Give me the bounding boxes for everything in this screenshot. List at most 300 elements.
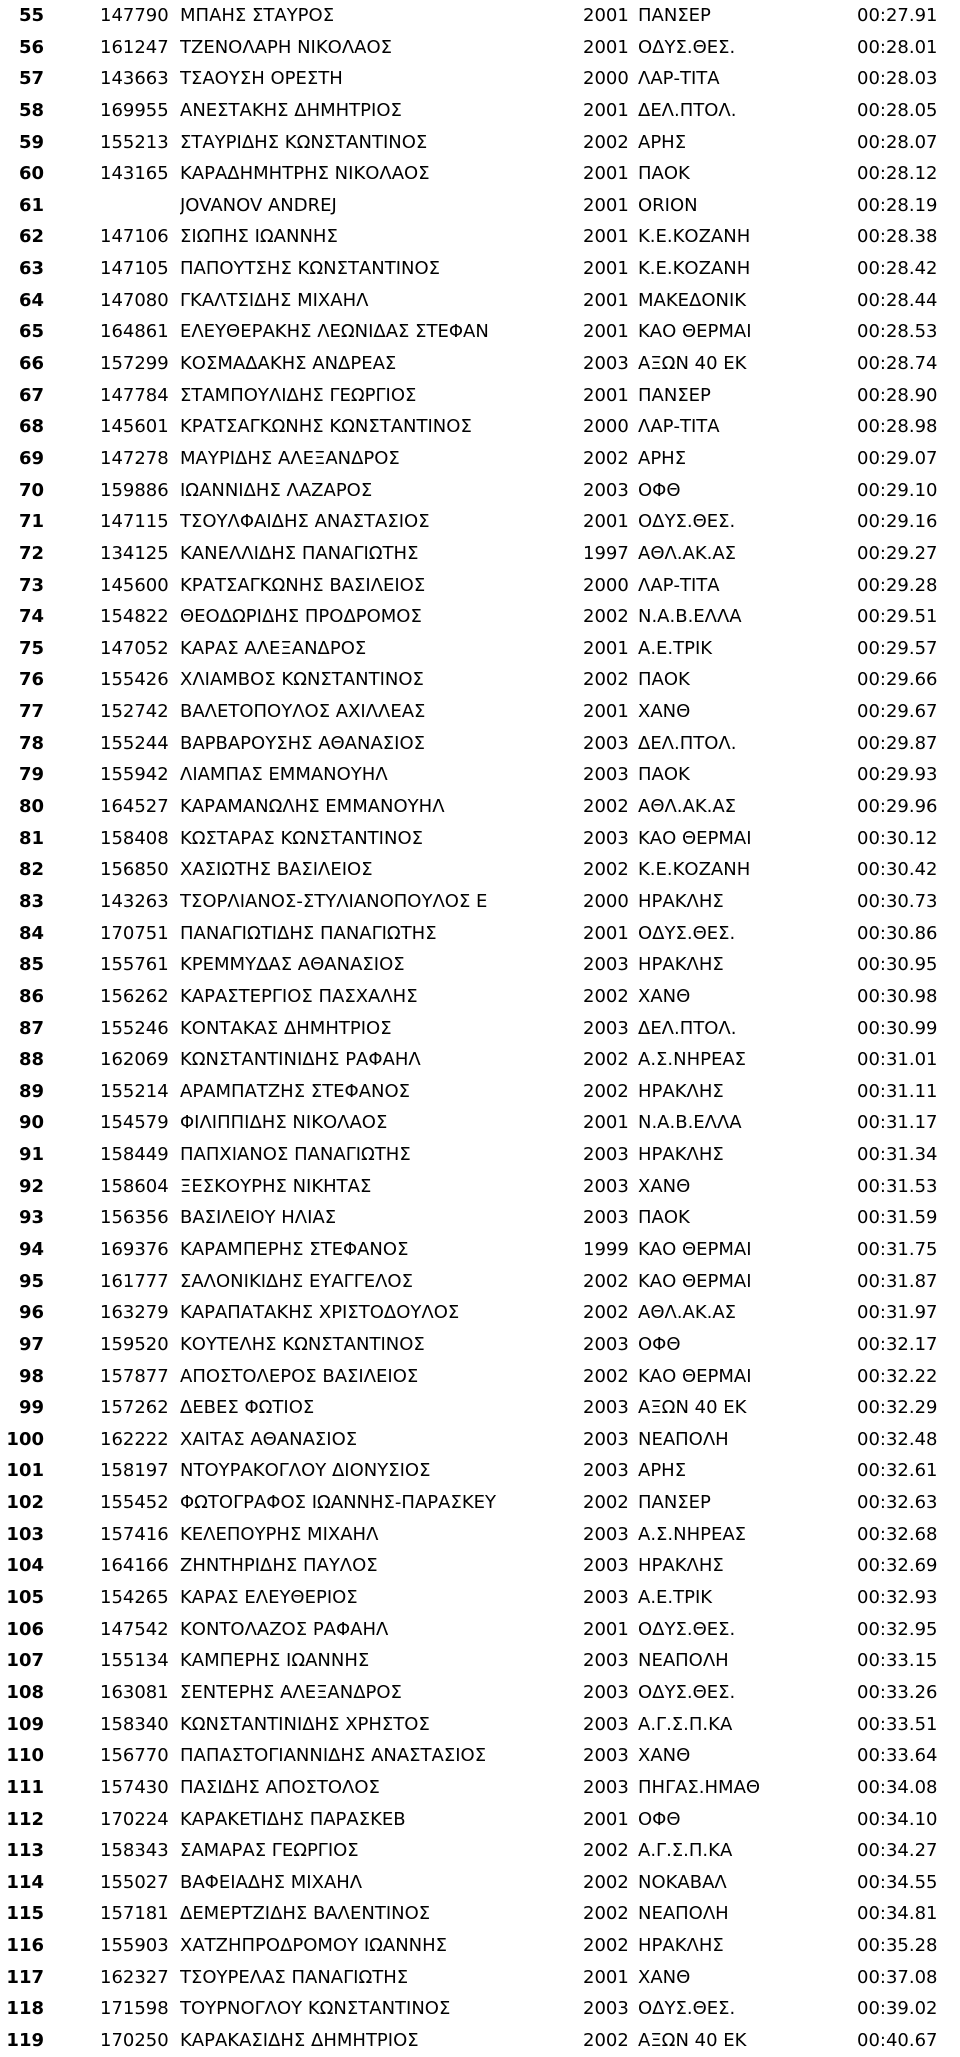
birth-year-cell: 2001	[583, 922, 629, 944]
athlete-id-cell: 158340	[100, 1713, 169, 1735]
athlete-id-cell: 157877	[100, 1365, 169, 1387]
birth-year-cell: 2001	[583, 1112, 629, 1134]
time-cell: 00:31.53	[857, 1175, 938, 1197]
athlete-id-cell: 169955	[100, 99, 169, 121]
athlete-name-cell: ΚΑΡΑΔΗΜΗΤΡΗΣ ΝΙΚΟΛΑΟΣ	[180, 163, 430, 185]
club-cell: ΔΕΛ.ΠΤΟΛ.	[638, 1017, 737, 1039]
rank-cell: 106	[6, 1618, 44, 1640]
table-row	[0, 1709, 960, 1741]
athlete-name-cell: ΙΩΑΝΝΙΔΗΣ ΛΑΖΑΡΟΣ	[180, 479, 373, 501]
club-cell: ΚΑΟ ΘΕΡΜΑΙ	[638, 1365, 752, 1387]
athlete-name-cell: ΚΩΝΣΤΑΝΤΙΝΙΔΗΣ ΡΑΦΑΗΛ	[180, 1049, 421, 1071]
birth-year-cell: 2001	[583, 511, 629, 533]
time-cell: 00:35.28	[857, 1935, 938, 1957]
club-cell: ΝΕΑΠΟΛΗ	[638, 1650, 729, 1672]
time-cell: 00:31.97	[857, 1302, 938, 1324]
athlete-id-cell: 154579	[100, 1112, 169, 1134]
time-cell: 00:28.07	[857, 131, 938, 153]
athlete-id-cell: 158197	[100, 1460, 169, 1482]
table-row	[0, 1772, 960, 1804]
table-row	[0, 127, 960, 159]
birth-year-cell: 2003	[583, 1555, 629, 1577]
table-row	[0, 633, 960, 665]
table-row	[0, 1740, 960, 1772]
athlete-name-cell: ΣΑΜΑΡΑΣ ΓΕΩΡΓΙΟΣ	[180, 1840, 359, 1862]
time-cell: 00:29.96	[857, 796, 938, 818]
club-cell: ΛΑΡ-ΤΙΤΑ	[638, 574, 720, 596]
table-row	[0, 981, 960, 1013]
birth-year-cell: 2002	[583, 606, 629, 628]
athlete-id-cell: 155761	[100, 954, 169, 976]
club-cell: ΟΦΘ	[638, 1333, 681, 1355]
athlete-name-cell: ΤΖΕΝΟΛΑΡΗ ΝΙΚΟΛΑΟΣ	[180, 36, 392, 58]
table-row	[0, 1962, 960, 1994]
time-cell: 00:30.99	[857, 1017, 938, 1039]
athlete-id-cell: 155134	[100, 1650, 169, 1672]
athlete-name-cell: ΦΙΛΙΠΠΙΔΗΣ ΝΙΚΟΛΑΟΣ	[180, 1112, 388, 1134]
rank-cell: 71	[18, 511, 44, 533]
table-row	[0, 443, 960, 475]
rank-cell: 73	[18, 574, 44, 596]
time-cell: 00:29.87	[857, 732, 938, 754]
rank-cell: 60	[18, 163, 44, 185]
table-row	[0, 380, 960, 412]
athlete-id-cell: 158604	[100, 1175, 169, 1197]
athlete-id-cell: 164527	[100, 796, 169, 818]
time-cell: 00:28.53	[857, 321, 938, 343]
rank-cell: 91	[18, 1144, 44, 1166]
time-cell: 00:28.90	[857, 384, 938, 406]
rank-cell: 87	[18, 1017, 44, 1039]
time-cell: 00:28.44	[857, 289, 938, 311]
athlete-id-cell: 155452	[100, 1492, 169, 1514]
athlete-name-cell: ΧΑΙΤΑΣ ΑΘΑΝΑΣΙΟΣ	[180, 1428, 358, 1450]
club-cell: ΧΑΝΘ	[638, 1966, 691, 1988]
athlete-id-cell: 143165	[100, 163, 169, 185]
time-cell: 00:32.29	[857, 1397, 938, 1419]
club-cell: ΗΡΑΚΛΗΣ	[638, 890, 724, 912]
rank-cell: 70	[18, 479, 44, 501]
club-cell: Κ.Ε.ΚΟΖΑΝΗ	[638, 258, 751, 280]
club-cell: ΟΔΥΣ.ΘΕΣ.	[638, 36, 736, 58]
birth-year-cell: 2001	[583, 1966, 629, 1988]
athlete-name-cell: ΔΕΜΕΡΤΖΙΔΗΣ ΒΑΛΕΝΤΙΝΟΣ	[180, 1903, 431, 1925]
table-row	[0, 949, 960, 981]
time-cell: 00:29.28	[857, 574, 938, 596]
time-cell: 00:31.59	[857, 1207, 938, 1229]
birth-year-cell: 2003	[583, 1998, 629, 2020]
time-cell: 00:28.12	[857, 163, 938, 185]
club-cell: Α.Σ.ΝΗΡΕΑΣ	[638, 1523, 747, 1545]
athlete-id-cell: 147278	[100, 447, 169, 469]
athlete-id-cell: 161247	[100, 36, 169, 58]
athlete-name-cell: ΣΙΩΠΗΣ ΙΩΑΝΝΗΣ	[180, 226, 338, 248]
club-cell: ΜΑΚΕΔΟΝΙΚ	[638, 289, 747, 311]
rank-cell: 68	[18, 416, 44, 438]
athlete-name-cell: ΚΩΣΤΑΡΑΣ ΚΩΝΣΤΑΝΤΙΝΟΣ	[180, 827, 423, 849]
club-cell: ΟΔΥΣ.ΘΕΣ.	[638, 511, 736, 533]
rank-cell: 61	[18, 194, 44, 216]
athlete-name-cell: ΧΛΙΑΜΒΟΣ ΚΩΝΣΤΑΝΤΙΝΟΣ	[180, 669, 424, 691]
club-cell: ΔΕΛ.ΠΤΟΛ.	[638, 732, 737, 754]
athlete-id-cell: 154265	[100, 1587, 169, 1609]
athlete-name-cell: ΤΣΟΥΛΦΑΙΔΗΣ ΑΝΑΣΤΑΣΙΟΣ	[180, 511, 430, 533]
time-cell: 00:31.11	[857, 1080, 938, 1102]
birth-year-cell: 2003	[583, 1745, 629, 1767]
club-cell: ΟΔΥΣ.ΘΕΣ.	[638, 922, 736, 944]
time-cell: 00:29.66	[857, 669, 938, 691]
athlete-name-cell: ΚΑΡΑΜΑΝΩΛΗΣ ΕΜΜΑΝΟΥΗΛ	[180, 796, 445, 818]
athlete-id-cell: 157299	[100, 353, 169, 375]
athlete-name-cell: ΠΑΠΧΙΑΝΟΣ ΠΑΝΑΓΙΩΤΗΣ	[180, 1144, 411, 1166]
table-row	[0, 1804, 960, 1836]
table-row	[0, 158, 960, 190]
rank-cell: 79	[18, 764, 44, 786]
time-cell: 00:28.19	[857, 194, 938, 216]
rank-cell: 75	[18, 637, 44, 659]
club-cell: Ν.Α.Β.ΕΛΛΑ	[638, 1112, 742, 1134]
birth-year-cell: 2003	[583, 1713, 629, 1735]
table-row	[0, 1329, 960, 1361]
athlete-name-cell: ΧΑΣΙΩΤΗΣ ΒΑΣΙΛΕΙΟΣ	[180, 859, 373, 881]
birth-year-cell: 2003	[583, 1650, 629, 1672]
table-row	[0, 32, 960, 64]
table-row	[0, 1519, 960, 1551]
birth-year-cell: 2002	[583, 669, 629, 691]
birth-year-cell: 2003	[583, 1776, 629, 1798]
rank-cell: 115	[6, 1903, 44, 1925]
birth-year-cell: 2001	[583, 321, 629, 343]
athlete-name-cell: ΤΣΟΡΛΙΑΝΟΣ-ΣΤΥΛΙΑΝΟΠΟΥΛΟΣ Ε	[180, 890, 488, 912]
club-cell: ΑΞΩΝ 40 ΕΚ	[638, 2030, 747, 2051]
birth-year-cell: 2003	[583, 827, 629, 849]
table-row	[0, 1171, 960, 1203]
table-row	[0, 221, 960, 253]
athlete-name-cell: ΣΤΑΜΠΟΥΛΙΔΗΣ ΓΕΩΡΓΙΟΣ	[180, 384, 417, 406]
time-cell: 00:34.27	[857, 1840, 938, 1862]
birth-year-cell: 2001	[583, 36, 629, 58]
club-cell: Α.Ε.ΤΡΙΚ	[638, 1587, 713, 1609]
birth-year-cell: 2003	[583, 1460, 629, 1482]
rank-cell: 67	[18, 384, 44, 406]
athlete-id-cell: 156770	[100, 1745, 169, 1767]
rank-cell: 119	[6, 2030, 44, 2051]
club-cell: ΟΔΥΣ.ΘΕΣ.	[638, 1998, 736, 2020]
time-cell: 00:32.17	[857, 1333, 938, 1355]
club-cell: ΠΑΟΚ	[638, 669, 690, 691]
time-cell: 00:32.22	[857, 1365, 938, 1387]
time-cell: 00:34.08	[857, 1776, 938, 1798]
athlete-id-cell: 147542	[100, 1618, 169, 1640]
rank-cell: 90	[18, 1112, 44, 1134]
table-row	[0, 1930, 960, 1962]
club-cell: ΠΑΝΣΕΡ	[638, 1492, 711, 1514]
table-row	[0, 1361, 960, 1393]
club-cell: ΧΑΝΘ	[638, 985, 691, 1007]
time-cell: 00:28.42	[857, 258, 938, 280]
rank-cell: 62	[18, 226, 44, 248]
club-cell: ΝΕΑΠΟΛΗ	[638, 1903, 729, 1925]
birth-year-cell: 2002	[583, 1080, 629, 1102]
athlete-name-cell: ΠΑΝΑΓΙΩΤΙΔΗΣ ΠΑΝΑΓΙΩΤΗΣ	[180, 922, 437, 944]
club-cell: ΚΑΟ ΘΕΡΜΑΙ	[638, 827, 752, 849]
birth-year-cell: 2001	[583, 1808, 629, 1830]
time-cell: 00:33.64	[857, 1745, 938, 1767]
club-cell: Κ.Ε.ΚΟΖΑΝΗ	[638, 226, 751, 248]
athlete-id-cell: 155244	[100, 732, 169, 754]
table-row	[0, 2025, 960, 2057]
time-cell: 00:31.17	[857, 1112, 938, 1134]
club-cell: ΑΞΩΝ 40 ΕΚ	[638, 353, 747, 375]
time-cell: 00:30.12	[857, 827, 938, 849]
athlete-name-cell: ΚΑΡΑΣ ΕΛΕΥΘΕΡΙΟΣ	[180, 1587, 358, 1609]
athlete-id-cell: 155214	[100, 1080, 169, 1102]
birth-year-cell: 2003	[583, 1428, 629, 1450]
time-cell: 00:28.98	[857, 416, 938, 438]
athlete-name-cell: ΞΕΣΚΟΥΡΗΣ ΝΙΚΗΤΑΣ	[180, 1175, 372, 1197]
athlete-name-cell: ΚΑΡΑΠΑΤΑΚΗΣ ΧΡΙΣΤΟΔΟΥΛΟΣ	[180, 1302, 460, 1324]
table-row	[0, 1582, 960, 1614]
birth-year-cell: 2002	[583, 1840, 629, 1862]
club-cell: ΚΑΟ ΘΕΡΜΑΙ	[638, 1238, 752, 1260]
athlete-name-cell: ΝΤΟΥΡΑΚΟΓΛΟΥ ΔΙΟΝΥΣΙΟΣ	[180, 1460, 431, 1482]
athlete-name-cell: ΚΕΛΕΠΟΥΡΗΣ ΜΙΧΑΗΛ	[180, 1523, 379, 1545]
athlete-id-cell: 147105	[100, 258, 169, 280]
athlete-id-cell: 157181	[100, 1903, 169, 1925]
table-row	[0, 475, 960, 507]
athlete-name-cell: ΛΙΑΜΠΑΣ ΕΜΜΑΝΟΥΗΛ	[180, 764, 388, 786]
birth-year-cell: 2002	[583, 447, 629, 469]
table-row	[0, 886, 960, 918]
athlete-name-cell: ΦΩΤΟΓΡΑΦΟΣ ΙΩΑΝΝΗΣ-ΠΑΡΑΣΚΕΥ	[180, 1492, 496, 1514]
athlete-id-cell: 147080	[100, 289, 169, 311]
table-row	[0, 1076, 960, 1108]
birth-year-cell: 2000	[583, 68, 629, 90]
birth-year-cell: 2001	[583, 226, 629, 248]
athlete-id-cell: 158408	[100, 827, 169, 849]
rank-cell: 107	[6, 1650, 44, 1672]
table-row	[0, 1835, 960, 1867]
rank-cell: 112	[6, 1808, 44, 1830]
club-cell: ΗΡΑΚΛΗΣ	[638, 1080, 724, 1102]
athlete-name-cell: ΚΟΥΤΕΛΗΣ ΚΩΝΣΤΑΝΤΙΝΟΣ	[180, 1333, 425, 1355]
birth-year-cell: 2002	[583, 1270, 629, 1292]
athlete-name-cell: ΑΡΑΜΠΑΤΖΗΣ ΣΤΕΦΑΝΟΣ	[180, 1080, 411, 1102]
birth-year-cell: 2003	[583, 1175, 629, 1197]
table-row	[0, 0, 960, 32]
athlete-name-cell: ΒΑΦΕΙΑΔΗΣ ΜΙΧΑΗΛ	[180, 1871, 363, 1893]
athlete-id-cell: 155903	[100, 1935, 169, 1957]
rank-cell: 108	[6, 1681, 44, 1703]
club-cell: ΟΔΥΣ.ΘΕΣ.	[638, 1681, 736, 1703]
table-row	[0, 1487, 960, 1519]
athlete-name-cell: ΜΠΑΗΣ ΣΤΑΥΡΟΣ	[180, 5, 335, 26]
rank-cell: 103	[6, 1523, 44, 1545]
time-cell: 00:34.10	[857, 1808, 938, 1830]
time-cell: 00:28.03	[857, 68, 938, 90]
rank-cell: 85	[18, 954, 44, 976]
club-cell: ΠΑΟΚ	[638, 163, 690, 185]
club-cell: ΗΡΑΚΛΗΣ	[638, 1144, 724, 1166]
birth-year-cell: 2002	[583, 1935, 629, 1957]
club-cell: ΧΑΝΘ	[638, 1175, 691, 1197]
time-cell: 00:30.42	[857, 859, 938, 881]
birth-year-cell: 2003	[583, 764, 629, 786]
time-cell: 00:32.93	[857, 1587, 938, 1609]
rank-cell: 74	[18, 606, 44, 628]
rank-cell: 82	[18, 859, 44, 881]
athlete-name-cell: ΤΟΥΡΝΟΓΛΟΥ ΚΩΝΣΤΑΝΤΙΝΟΣ	[180, 1998, 451, 2020]
table-row	[0, 696, 960, 728]
time-cell: 00:37.08	[857, 1966, 938, 1988]
athlete-id-cell: 170751	[100, 922, 169, 944]
athlete-name-cell: ΠΑΠΟΥΤΣΗΣ ΚΩΝΣΤΑΝΤΙΝΟΣ	[180, 258, 441, 280]
athlete-id-cell: 171598	[100, 1998, 169, 2020]
rank-cell: 55	[18, 5, 44, 26]
club-cell: ΠΑΟΚ	[638, 1207, 690, 1229]
rank-cell: 89	[18, 1080, 44, 1102]
rank-cell: 83	[18, 890, 44, 912]
athlete-id-cell: 147790	[100, 5, 169, 26]
club-cell: ΑΘΛ.ΑΚ.ΑΣ	[638, 1302, 737, 1324]
time-cell: 00:29.93	[857, 764, 938, 786]
club-cell: ΗΡΑΚΛΗΣ	[638, 1935, 724, 1957]
table-row	[0, 506, 960, 538]
rank-cell: 92	[18, 1175, 44, 1197]
club-cell: ΗΡΑΚΛΗΣ	[638, 954, 724, 976]
athlete-id-cell: 159520	[100, 1333, 169, 1355]
time-cell: 00:33.15	[857, 1650, 938, 1672]
time-cell: 00:29.57	[857, 637, 938, 659]
time-cell: 00:29.27	[857, 542, 938, 564]
rank-cell: 93	[18, 1207, 44, 1229]
athlete-id-cell: 163081	[100, 1681, 169, 1703]
table-row	[0, 190, 960, 222]
birth-year-cell: 2003	[583, 1397, 629, 1419]
birth-year-cell: 2003	[583, 1207, 629, 1229]
birth-year-cell: 1999	[583, 1238, 629, 1260]
time-cell: 00:30.98	[857, 985, 938, 1007]
rank-cell: 69	[18, 447, 44, 469]
table-row	[0, 1139, 960, 1171]
time-cell: 00:29.67	[857, 701, 938, 723]
birth-year-cell: 2001	[583, 701, 629, 723]
table-row	[0, 1392, 960, 1424]
athlete-id-cell: 155942	[100, 764, 169, 786]
athlete-name-cell: ΑΝΕΣΤΑΚΗΣ ΔΗΜΗΤΡΙΟΣ	[180, 99, 402, 121]
table-row	[0, 728, 960, 760]
time-cell: 00:28.38	[857, 226, 938, 248]
rank-cell: 96	[18, 1302, 44, 1324]
athlete-id-cell: 155027	[100, 1871, 169, 1893]
time-cell: 00:32.95	[857, 1618, 938, 1640]
table-row	[0, 601, 960, 633]
birth-year-cell: 2002	[583, 1049, 629, 1071]
table-row	[0, 63, 960, 95]
rank-cell: 95	[18, 1270, 44, 1292]
table-row	[0, 791, 960, 823]
rank-cell: 104	[6, 1555, 44, 1577]
athlete-id-cell: 145601	[100, 416, 169, 438]
rank-cell: 56	[18, 36, 44, 58]
time-cell: 00:33.51	[857, 1713, 938, 1735]
table-row	[0, 1645, 960, 1677]
birth-year-cell: 2003	[583, 1587, 629, 1609]
rank-cell: 111	[6, 1776, 44, 1798]
athlete-id-cell: 147052	[100, 637, 169, 659]
rank-cell: 97	[18, 1333, 44, 1355]
athlete-name-cell: ΒΑΡΒΑΡΟΥΣΗΣ ΑΘΑΝΑΣΙΟΣ	[180, 732, 425, 754]
rank-cell: 99	[18, 1397, 44, 1419]
birth-year-cell: 2002	[583, 1871, 629, 1893]
rank-cell: 94	[18, 1238, 44, 1260]
athlete-name-cell: ΠΑΠΑΣΤΟΓΙΑΝΝΙΔΗΣ ΑΝΑΣΤΑΣΙΟΣ	[180, 1745, 487, 1767]
table-row	[0, 95, 960, 127]
athlete-id-cell: 147106	[100, 226, 169, 248]
birth-year-cell: 2002	[583, 985, 629, 1007]
athlete-name-cell: JOVANOV ANDREJ	[180, 194, 337, 216]
rank-cell: 98	[18, 1365, 44, 1387]
club-cell: ORION	[638, 194, 698, 216]
club-cell: ΑΞΩΝ 40 ΕΚ	[638, 1397, 747, 1419]
rank-cell: 63	[18, 258, 44, 280]
time-cell: 00:29.07	[857, 447, 938, 469]
rank-cell: 76	[18, 669, 44, 691]
club-cell: Κ.Ε.ΚΟΖΑΝΗ	[638, 859, 751, 881]
time-cell: 00:34.81	[857, 1903, 938, 1925]
rank-cell: 117	[6, 1966, 44, 1988]
time-cell: 00:31.34	[857, 1144, 938, 1166]
athlete-id-cell: 143263	[100, 890, 169, 912]
athlete-name-cell: ΚΟΣΜΑΔΑΚΗΣ ΑΝΔΡΕΑΣ	[180, 353, 397, 375]
athlete-id-cell: 152742	[100, 701, 169, 723]
rank-cell: 102	[6, 1492, 44, 1514]
birth-year-cell: 2001	[583, 194, 629, 216]
club-cell: Α.Ε.ΤΡΙΚ	[638, 637, 713, 659]
athlete-id-cell: 159886	[100, 479, 169, 501]
athlete-id-cell: 143663	[100, 68, 169, 90]
table-row	[0, 1424, 960, 1456]
table-row	[0, 1455, 960, 1487]
athlete-name-cell: ΓΚΑΛΤΣΙΔΗΣ ΜΙΧΑΗΛ	[180, 289, 369, 311]
birth-year-cell: 2002	[583, 2030, 629, 2051]
rank-cell: 105	[6, 1587, 44, 1609]
table-row	[0, 1044, 960, 1076]
birth-year-cell: 2001	[583, 258, 629, 280]
athlete-id-cell: 147115	[100, 511, 169, 533]
athlete-name-cell: ΤΣΟΥΡΕΛΑΣ ΠΑΝΑΓΙΩΤΗΣ	[180, 1966, 409, 1988]
time-cell: 00:40.67	[857, 2030, 938, 2051]
time-cell: 00:31.01	[857, 1049, 938, 1071]
time-cell: 00:30.86	[857, 922, 938, 944]
table-row	[0, 1550, 960, 1582]
birth-year-cell: 2001	[583, 163, 629, 185]
table-row	[0, 1614, 960, 1646]
athlete-id-cell: 154822	[100, 606, 169, 628]
club-cell: Α.Γ.Σ.Π.ΚΑ	[638, 1840, 733, 1862]
birth-year-cell: 2000	[583, 890, 629, 912]
club-cell: ΑΡΗΣ	[638, 1460, 687, 1482]
time-cell: 00:28.05	[857, 99, 938, 121]
athlete-name-cell: ΚΑΡΑΚΕΤΙΔΗΣ ΠΑΡΑΣΚΕΒ	[180, 1808, 406, 1830]
rank-cell: 101	[6, 1460, 44, 1482]
table-row	[0, 664, 960, 696]
athlete-name-cell: ΚΑΡΑΜΠΕΡΗΣ ΣΤΕΦΑΝΟΣ	[180, 1238, 409, 1260]
time-cell: 00:29.10	[857, 479, 938, 501]
athlete-id-cell: 169376	[100, 1238, 169, 1260]
table-row	[0, 854, 960, 886]
club-cell: Α.Γ.Σ.Π.ΚΑ	[638, 1713, 733, 1735]
